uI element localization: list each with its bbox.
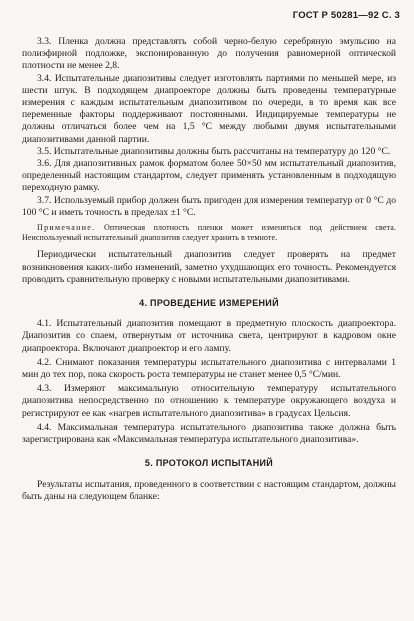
paragraph-3-7: 3.7. Используемый прибор должен быть пригоден для измерения температур от 0 °С до 100 °С и иметь точность в пределах ±1 °С. (22, 194, 396, 218)
note-text: Оптическая плотность пленки может изменяться под действием света. Неиспользуемый испытательный диапозитив следует хранить в темноте. (22, 223, 396, 243)
paragraph-3-5: 3.5. Испытательные диапозитивы должны быть рассчитаны на температуру до 120 °С. (37, 145, 391, 157)
paragraph-3-6: 3.6. Для диапозитивных рамок форматом более 50×50 мм испытательный диапозитив, определенный настоящим стандартом, следует применять установленным в подходящую переходную рамку. (22, 158, 396, 194)
section-5-title: 5. ПРОТОКОЛ ИСПЫТАНИЙ (144, 458, 274, 469)
paragraph-periodic: Периодически испытательный диапозитив следует проверять на предмет возникновения каких-либо изменений, заметно ухудшающих его точность. Рекомендуется проводить сравнительную проверку с новыми испытательными диапозитивами. (22, 249, 396, 285)
section-4-title: 4. ПРОВЕДЕНИЕ ИЗМЕРЕНИЙ (139, 298, 279, 309)
note (22, 223, 396, 243)
paragraph-5-1: Результаты испытания, проведенного в соответствии с настоящим стандартом, должны быть даны на следующем бланке: (22, 478, 396, 502)
page-content (22, 36, 396, 503)
paragraph-3-3: 3.3. Пленка должна представлять собой черно-белую серебряную эмульсию на полиэфирной подложке, экспонированную до получения равномерной оптической плотности не менее 2,8. (22, 36, 396, 72)
paragraph-4-3: 4.3. Измеряют максимальную относительную температуру испытательного диапозитива непосредственно по отношению к температуре окружающего воздуха и регистрируют ее как «нагрев испытательного диапозитива» в градусах Цельсия. (22, 383, 396, 419)
page-header: ГОСТ Р 50281—92 С. 3 (292, 10, 400, 21)
paragraph-4-1: 4.1. Испытательный диапозитив помещают в предметную плоскость диапроектора. Диапозитив со спаем, отвернутым от источника света, центрируют в кадровом окне диапроектора. Включают диапроектор и его лампу. (22, 318, 396, 354)
paragraph-3-4: 3.4. Испытательные диапозитивы следует изготовлять партиями по меньшей мере, из шести штук. В подходящем диапроекторе должны быть проведены температурные измерения с каждым испытательным диапозитивом по очереди, в то время как все переменные факторы поддерживают постоянными. Индицируемые температуры не должны отличаться более чем на 1,5 °С между любыми двумя испытательными диапозитивами данной партии. (22, 72, 396, 145)
paragraph-4-2: 4.2. Снимают показания температуры испытательного диапозитива с интервалами 1 мин до тех пор, пока скорость роста температуры не станет менее 0,5 °С/мин. (22, 356, 396, 381)
note-label: Примечание. (37, 223, 96, 233)
paragraph-4-4: 4.4. Максимальная температура испытательного диапозитива также должна быть зарегистрирована как «Максимальная температура испытательного диапозитива». (22, 421, 396, 446)
